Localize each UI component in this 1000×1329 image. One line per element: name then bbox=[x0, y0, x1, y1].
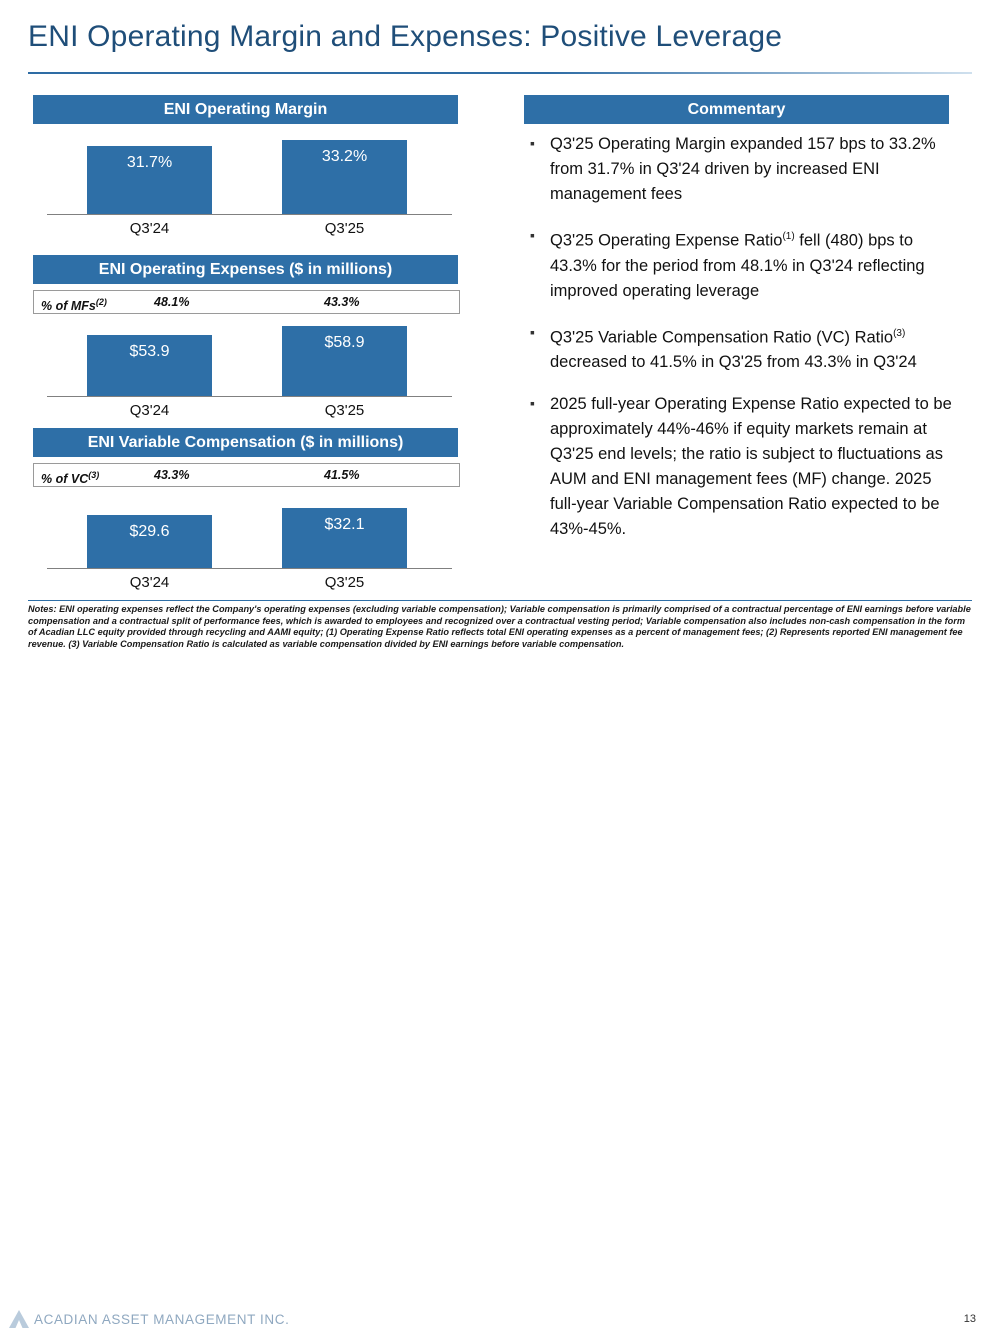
section-header-variable-compensation: ENI Variable Compensation ($ in millions) bbox=[33, 428, 458, 457]
footnotes: Notes: ENI operating expenses reflect the Company's operating expenses (excluding variable compensation); Variable compensation is primarily comprised of a contractual percentage of ENI earnings before variable compensation and a contractual split of performance fees, which is awarded to employees and recognized over a contractual vesting period; Variable compensation also includes non-cash compensation in the form of Acadian LLC equity provided through recycling and AAMI equity; (1) Operating Expense Ratio reflects total ENI operating expenses as a percent of management fees; (2) Represents reported ENI management fee revenue. (3) Variable Compensation Ratio is calculated as variable compensation divided by ENI earnings before variable compensation. bbox=[28, 604, 971, 649]
commentary-item: ▪ Q3'25 Variable Compensation Ratio (VC) Ratio$^{(3)}$ decreased to 41.5% in Q3'25 from 43.3% in Q3'24 bbox=[524, 321, 954, 376]
strip-label-mfs: % of MFs$^{(2)}$ bbox=[41, 297, 107, 314]
xtick-expenses-q324: Q3'24 bbox=[129, 402, 170, 419]
section-header-commentary: Commentary bbox=[524, 95, 949, 124]
acadian-logo-icon bbox=[8, 1309, 30, 1329]
chart-operating-margin bbox=[33, 130, 458, 240]
axis-line-expenses bbox=[47, 396, 452, 397]
page-number: 13 bbox=[963, 1313, 976, 1325]
bar-label-expenses-q324: $53.9 bbox=[129, 343, 170, 360]
strip-value-mfs-q325: 43.3% bbox=[324, 295, 360, 309]
xtick-expenses-q325: Q3'25 bbox=[324, 402, 365, 419]
bar-expenses-q325 bbox=[282, 326, 407, 396]
page-title: ENI Operating Margin and Expenses: Positive Leverage bbox=[28, 20, 783, 53]
bar-margin-q325 bbox=[282, 140, 407, 214]
xtick-varcomp-q325: Q3'25 bbox=[324, 574, 365, 591]
bar-margin-q324 bbox=[87, 146, 212, 214]
bar-varcomp-q324 bbox=[87, 515, 212, 568]
chart-variable-compensation bbox=[33, 490, 458, 600]
bar-label-margin-q324: 31.7% bbox=[126, 154, 173, 171]
commentary-item: ▪ Q3'25 Operating Margin expanded 157 bps to 33.2% from 31.7% in Q3'24 driven by increased ENI management fees bbox=[524, 132, 954, 207]
footnote-divider bbox=[28, 600, 972, 601]
bar-label-varcomp-q325: $32.1 bbox=[324, 516, 365, 533]
strip-value-vc-q325: 41.5% bbox=[324, 468, 360, 482]
title-divider bbox=[28, 72, 972, 74]
section-header-operating-expenses: ENI Operating Expenses ($ in millions) bbox=[33, 255, 458, 284]
strip-pct-of-mfs bbox=[33, 290, 460, 314]
strip-value-mfs-q324: 48.1% bbox=[154, 295, 190, 309]
bar-expenses-q324 bbox=[87, 335, 212, 396]
strip-label-vc: % of VC$^{(3)}$ bbox=[41, 470, 100, 487]
strip-value-vc-q324: 43.3% bbox=[154, 468, 190, 482]
axis-line-varcomp bbox=[47, 568, 452, 569]
bar-varcomp-q325 bbox=[282, 508, 407, 568]
xtick-margin-q325: Q3'25 bbox=[324, 220, 365, 237]
axis-line-margin bbox=[47, 214, 452, 215]
footer bbox=[0, 652, 1000, 1327]
strip-pct-of-vc bbox=[33, 463, 460, 487]
commentary-item: ▪ Q3'25 Operating Expense Ratio$^{(1)}$ fell (480) bps to 43.3% for the period from 48.1% in Q3'24 reflecting improved operating leverage bbox=[524, 224, 954, 304]
xtick-margin-q324: Q3'24 bbox=[129, 220, 170, 237]
commentary-item: ▪ 2025 full-year Operating Expense Ratio expected to be approximately 44%-46% if equity markets remain at Q3'25 end levels; the ratio is subject to fluctuations as AUM and ENI management fees (MF) change. 2025 full-year Variable Compensation Ratio expected to be 43%-45%. bbox=[524, 392, 954, 542]
bar-label-margin-q325: 33.2% bbox=[321, 148, 368, 165]
company-name: ACADIAN ASSET MANAGEMENT INC. bbox=[34, 1312, 290, 1327]
bar-label-expenses-q325: $58.9 bbox=[324, 334, 365, 351]
commentary-list bbox=[524, 132, 954, 559]
chart-operating-expenses bbox=[33, 312, 458, 422]
bar-label-varcomp-q324: $29.6 bbox=[129, 523, 170, 540]
section-header-operating-margin: ENI Operating Margin bbox=[33, 95, 458, 124]
xtick-varcomp-q324: Q3'24 bbox=[129, 574, 170, 591]
